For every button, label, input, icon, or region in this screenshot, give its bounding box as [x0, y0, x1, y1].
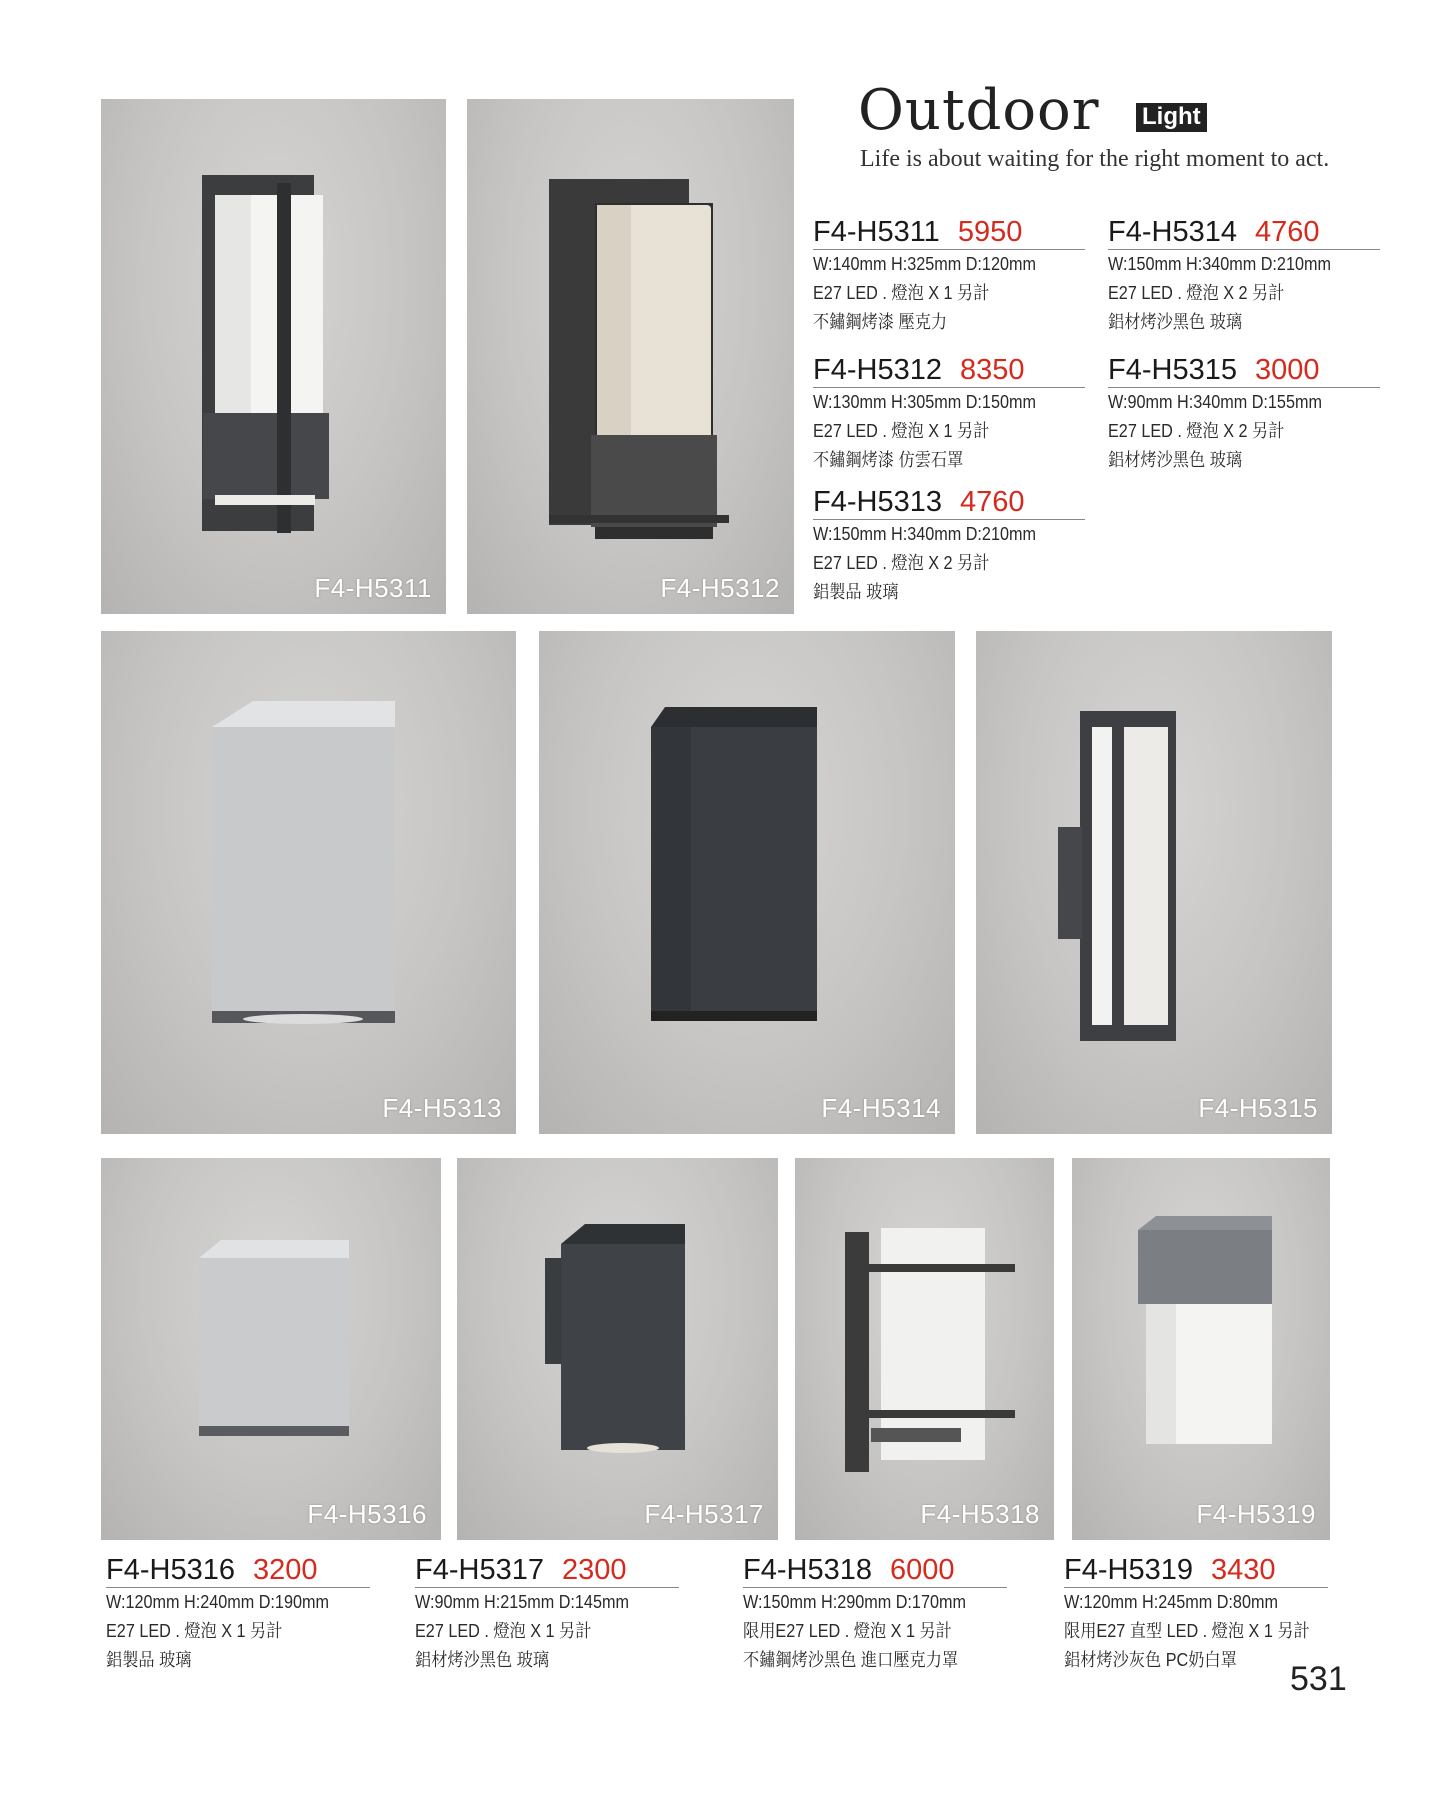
title-badge: Light: [1136, 103, 1207, 132]
product-dimensions: W:120mm H:240mm D:190mm: [106, 1592, 329, 1612]
product-bulb: 限用E27 LED . 燈泡 X 1 另計: [743, 1621, 952, 1641]
photo-caption: F4-H5317: [644, 1499, 764, 1529]
photo-caption: F4-H5313: [382, 1093, 502, 1123]
product-material: 鋁材烤沙黑色 玻璃: [1108, 450, 1243, 470]
product-material: 鋁材烤沙灰色 PC奶白罩: [1064, 1650, 1237, 1670]
lamp-illustration: [795, 1158, 1054, 1540]
product-material: 鋁製品 玻璃: [106, 1650, 192, 1670]
lamp-illustration: [976, 631, 1332, 1134]
product-material: 不鏽鋼烤漆 壓克力: [813, 312, 948, 332]
product-code: F4-H5315: [1108, 354, 1237, 386]
product-bulb: 限用E27 直型 LED . 燈泡 X 1 另計: [1064, 1621, 1310, 1641]
product-material: 不鏽鋼烤漆 仿雲石罩: [813, 450, 964, 470]
spec-header: [743, 1554, 1007, 1588]
spec-header: [1064, 1554, 1328, 1588]
spec-block-h5314: [1108, 216, 1380, 337]
product-bulb: E27 LED . 燈泡 X 2 另計: [813, 553, 990, 573]
spec-block-h5319: [1064, 1554, 1328, 1675]
product-bulb: E27 LED . 燈泡 X 1 另計: [813, 283, 990, 303]
spec-block-h5311: [813, 216, 1085, 337]
product-code: F4-H5318: [743, 1554, 872, 1586]
spec-block-h5315: [1108, 354, 1380, 475]
product-code: F4-H5316: [106, 1554, 235, 1586]
product-dimensions: W:150mm H:340mm D:210mm: [813, 524, 1036, 544]
product-photo-h5318: [795, 1158, 1054, 1540]
product-bulb: E27 LED . 燈泡 X 2 另計: [1108, 283, 1285, 303]
product-photo-h5313: [101, 631, 516, 1134]
photo-caption: F4-H5316: [307, 1499, 427, 1529]
lamp-illustration: [101, 1158, 441, 1540]
product-price: 6000: [889, 1554, 955, 1586]
product-dimensions: W:140mm H:325mm D:120mm: [813, 254, 1036, 274]
spec-block-h5318: [743, 1554, 1007, 1675]
product-bulb: E27 LED . 燈泡 X 1 另計: [813, 421, 990, 441]
product-material: 鋁材烤沙黑色 玻璃: [1108, 312, 1243, 332]
product-code: F4-H5317: [415, 1554, 544, 1586]
spec-header: [813, 486, 1085, 520]
product-dimensions: W:120mm H:245mm D:80mm: [1064, 1592, 1278, 1612]
product-price: 4760: [1254, 216, 1320, 248]
product-material: 不鏽鋼烤沙黑色 進口壓克力罩: [743, 1650, 959, 1670]
product-photo-h5317: [457, 1158, 778, 1540]
photo-caption: F4-H5315: [1198, 1093, 1318, 1123]
product-dimensions: W:150mm H:340mm D:210mm: [1108, 254, 1331, 274]
page-title: Outdoor: [858, 78, 1100, 143]
product-code: F4-H5319: [1064, 1554, 1193, 1586]
spec-header: [1108, 216, 1380, 250]
product-bulb: E27 LED . 燈泡 X 1 另計: [106, 1621, 283, 1641]
product-bulb: E27 LED . 燈泡 X 1 另計: [415, 1621, 592, 1641]
lamp-illustration: [457, 1158, 778, 1540]
product-price: 8350: [959, 354, 1025, 386]
product-photo-h5314: [539, 631, 955, 1134]
product-dimensions: W:90mm H:215mm D:145mm: [415, 1592, 629, 1612]
lamp-illustration: [101, 631, 516, 1134]
spec-block-h5312: [813, 354, 1085, 475]
product-bulb: E27 LED . 燈泡 X 2 另計: [1108, 421, 1285, 441]
product-dimensions: W:90mm H:340mm D:155mm: [1108, 392, 1322, 412]
lamp-illustration: [1072, 1158, 1330, 1540]
product-code: F4-H5312: [813, 354, 942, 386]
photo-caption: F4-H5318: [920, 1499, 1040, 1529]
lamp-illustration: [101, 99, 446, 614]
photo-caption: F4-H5314: [821, 1093, 941, 1123]
product-price: 5950: [957, 216, 1023, 248]
product-price: 3000: [1254, 354, 1320, 386]
product-dimensions: W:130mm H:305mm D:150mm: [813, 392, 1036, 412]
product-photo-h5319: [1072, 1158, 1330, 1540]
lamp-illustration: [539, 631, 955, 1134]
product-code: F4-H5313: [813, 486, 942, 518]
product-price: 4760: [959, 486, 1025, 518]
product-photo-h5315: [976, 631, 1332, 1134]
tagline: Life is about waiting for the right moment to act.: [860, 146, 1330, 172]
spec-header: [813, 216, 1085, 250]
spec-header: [106, 1554, 370, 1588]
product-price: 3430: [1210, 1554, 1276, 1586]
product-code: F4-H5311: [813, 216, 940, 248]
product-photo-h5312: [467, 99, 794, 614]
spec-header: [1108, 354, 1380, 388]
product-dimensions: W:150mm H:290mm D:170mm: [743, 1592, 966, 1612]
spec-header: [415, 1554, 679, 1588]
photo-caption: F4-H5311: [314, 573, 432, 603]
spec-block-h5316: [106, 1554, 370, 1675]
photo-caption: F4-H5319: [1196, 1499, 1316, 1529]
spec-block-h5313: [813, 486, 1085, 607]
product-photo-h5311: [101, 99, 446, 614]
product-code: F4-H5314: [1108, 216, 1237, 248]
lamp-illustration: [467, 99, 794, 614]
spec-header: [813, 354, 1085, 388]
spec-block-h5317: [415, 1554, 679, 1675]
product-material: 鋁製品 玻璃: [813, 582, 899, 602]
product-price: 2300: [561, 1554, 627, 1586]
photo-caption: F4-H5312: [660, 573, 780, 603]
product-material: 鋁材烤沙黑色 玻璃: [415, 1650, 550, 1670]
product-photo-h5316: [101, 1158, 441, 1540]
product-price: 3200: [252, 1554, 318, 1586]
page-number: 531: [1290, 1660, 1347, 1698]
